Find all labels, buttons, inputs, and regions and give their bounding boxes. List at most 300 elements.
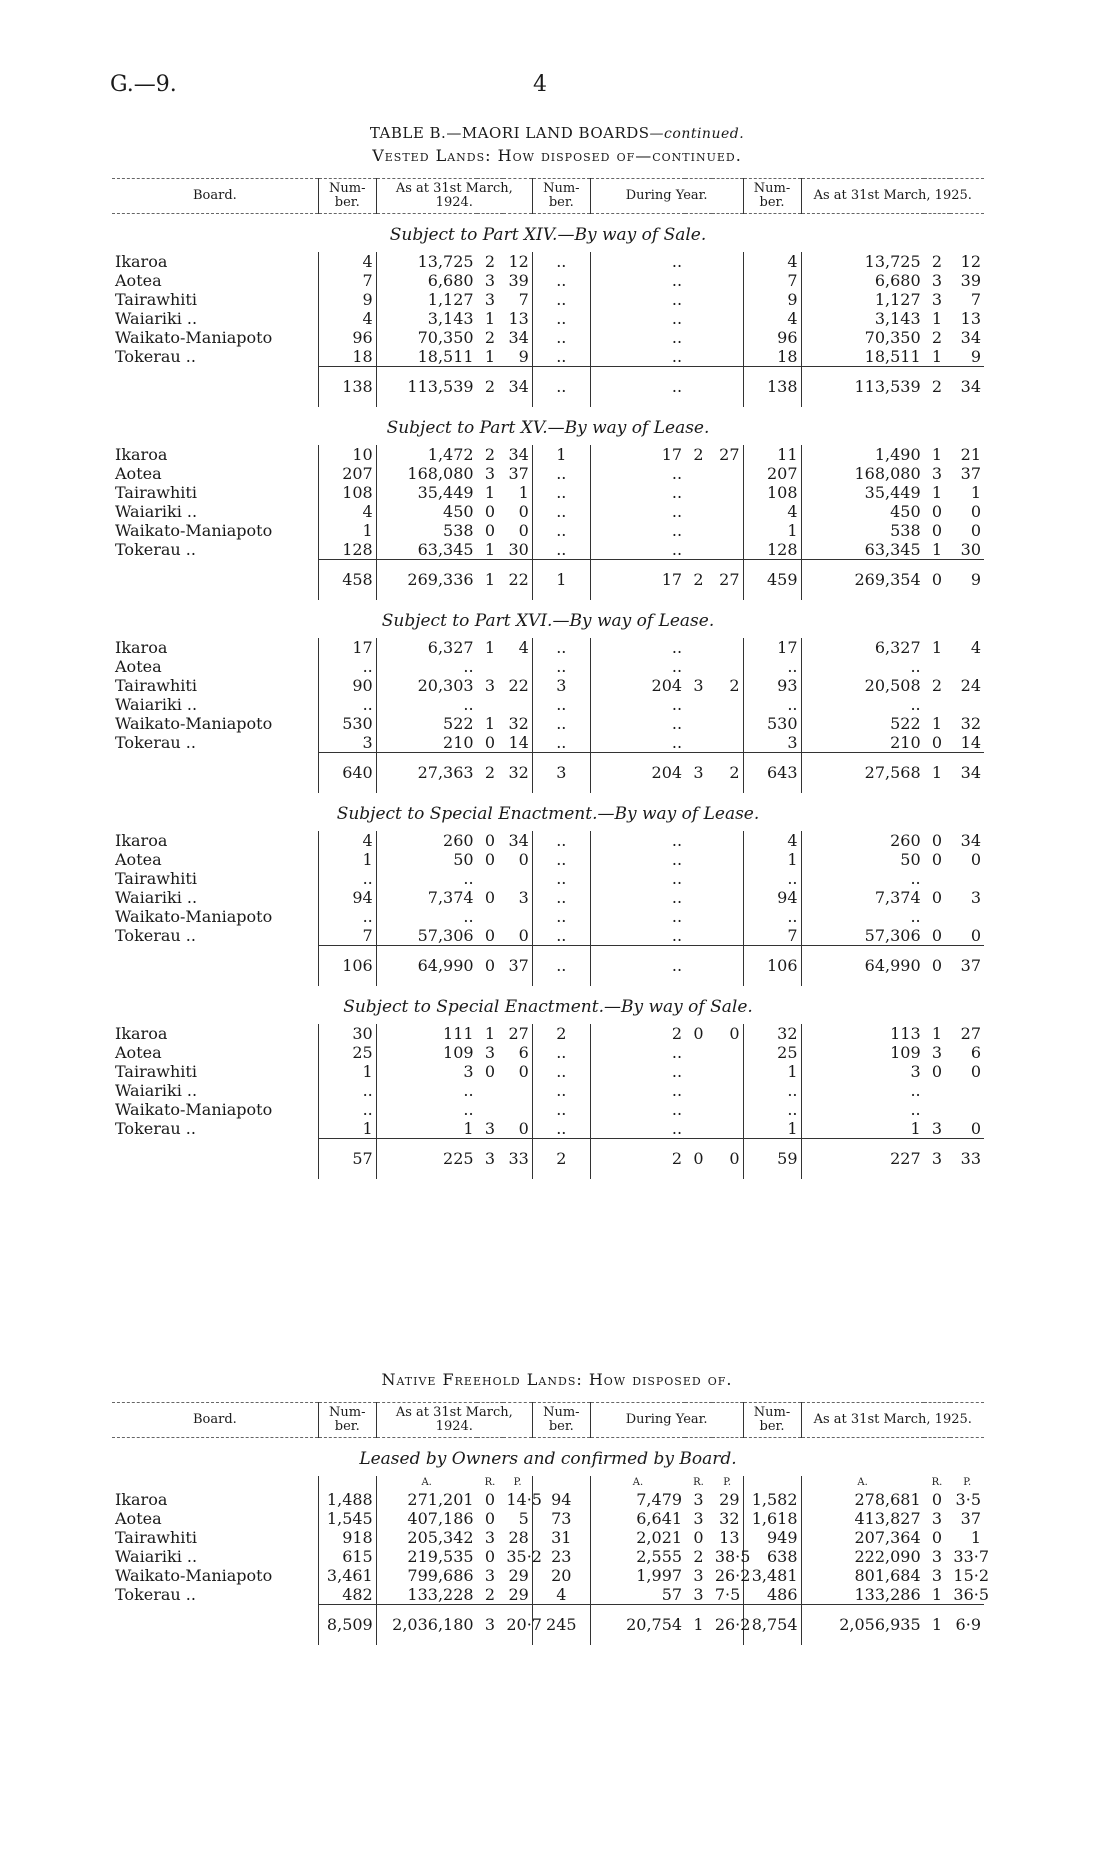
roods-1924: 0 [484, 521, 496, 540]
perches-1925: 12 [960, 252, 981, 271]
number-1925: 1 [743, 1119, 801, 1139]
acres-1924: 13,725 [376, 252, 476, 271]
number-1924: 4 [318, 309, 376, 328]
number-1924: 128 [318, 540, 376, 560]
perches-1925: 34 [960, 831, 981, 850]
number-1924: 482 [318, 1585, 376, 1605]
table-row [112, 464, 984, 483]
acres-during: .. [590, 1119, 685, 1139]
perches-during: 0 [729, 1024, 740, 1043]
perches-1924: 34 [508, 445, 529, 464]
roods-1924: 0 [484, 850, 496, 869]
number-1925: 643 [743, 753, 801, 794]
acres-1925: 207,364 [801, 1528, 924, 1547]
board-name: Aotea [115, 850, 162, 869]
roods-during [685, 347, 712, 367]
roods-1925 [924, 907, 951, 926]
perches-during [712, 831, 743, 850]
roods-1924: 3 [484, 290, 496, 309]
col-board: Board. [112, 179, 318, 214]
table-row [112, 831, 984, 850]
acres-1924: 225 [376, 1139, 476, 1180]
perches-during [712, 309, 743, 328]
section-heading: Subject to Special Enactment.—By way of Lease. [336, 804, 760, 824]
perches-during [712, 1081, 743, 1100]
acres-during: .. [590, 714, 685, 733]
board-name: Waiariki .. [115, 1081, 198, 1100]
roods-1924: 2 [484, 445, 496, 464]
board-name: Waikato-Maniapoto [115, 1100, 273, 1119]
board-name: Tokerau .. [115, 347, 196, 367]
roods-1925 [924, 695, 951, 714]
perches-1924: 34 [508, 831, 529, 850]
perches-1924: 14·5 [506, 1490, 542, 1509]
board-name: Waikato-Maniapoto [115, 907, 273, 926]
number-during: .. [532, 464, 590, 483]
acres-during: 1,997 [590, 1566, 685, 1585]
page-number: 4 [533, 72, 547, 97]
perches-during [712, 367, 743, 408]
board-name: Tairawhiti [115, 1062, 197, 1081]
acres-during: .. [590, 271, 685, 290]
number-1924: 10 [318, 445, 376, 464]
perches-1925: 0 [970, 850, 981, 869]
perches-1925: 27 [960, 1024, 981, 1043]
roods-during [685, 850, 712, 869]
acres-1925: 3,143 [801, 309, 924, 328]
number-1925: .. [743, 695, 801, 714]
table-title [0, 124, 1114, 142]
perches-1925: 37 [960, 1509, 981, 1528]
perches-during [712, 926, 743, 946]
roods-1925 [924, 1100, 951, 1119]
roods-1924: 3 [484, 676, 496, 695]
number-1925: 1,618 [743, 1509, 801, 1528]
roods-1925 [924, 1081, 951, 1100]
roods-during [685, 1100, 712, 1119]
number-1924: .. [318, 695, 376, 714]
roods-during: 0 [693, 1024, 704, 1043]
acres-1924: 450 [376, 502, 476, 521]
number-during: .. [532, 657, 590, 676]
roods-1924: 1 [484, 638, 496, 657]
perches-during: 29 [719, 1490, 740, 1509]
roods-during [685, 638, 712, 657]
perches-1925: 6 [970, 1043, 981, 1062]
acres-1924: 57,306 [376, 926, 476, 946]
roods-during [685, 540, 712, 560]
acres-1924: 109 [376, 1043, 476, 1062]
perches-1925: 0 [970, 926, 981, 945]
perches-1924: 22 [503, 560, 532, 601]
col-number-during: Num-ber. [532, 179, 590, 214]
col-asat-1924: As at 31st March, 1924. [376, 1403, 532, 1438]
board-name: Ikaroa [115, 638, 168, 657]
perches-during [712, 657, 743, 676]
perches-1924: 0 [518, 1119, 529, 1138]
perches-1925: 3 [970, 888, 981, 907]
roods-1924: 0 [484, 1509, 496, 1528]
roods-1924 [477, 869, 504, 888]
number-1924: 640 [318, 753, 376, 794]
roods-1924: 1 [484, 347, 496, 366]
number-1925: 1 [743, 1062, 801, 1081]
roods-during [685, 271, 712, 290]
acres-during: 17 [590, 560, 685, 601]
unit-blank [318, 1476, 376, 1490]
acres-1924: .. [376, 1081, 476, 1100]
number-1924: 3,461 [318, 1566, 376, 1585]
number-1924: 4 [318, 502, 376, 521]
perches-1924: 34 [503, 367, 532, 408]
number-during: .. [532, 638, 590, 657]
col-asat-1924: As at 31st March, 1924. [376, 179, 532, 214]
total-row [112, 946, 984, 987]
perches-1924: 0 [518, 502, 529, 521]
roods-1925: 0 [931, 850, 943, 869]
number-1924: 94 [318, 888, 376, 907]
roods-during [685, 714, 712, 733]
number-1924: 207 [318, 464, 376, 483]
perches-during [712, 1100, 743, 1119]
col-board: Board. [112, 1403, 318, 1438]
acres-1925: .. [801, 869, 924, 888]
roods-during [685, 1062, 712, 1081]
roods-1925: 1 [931, 347, 943, 366]
number-during: 3 [532, 753, 590, 794]
number-1925: 4 [743, 831, 801, 850]
col-asat-1925: As at 31st March, 1925. [801, 179, 984, 214]
perches-1925: 34 [950, 753, 984, 794]
section-heading: Subject to Part XVI.—By way of Lease. [381, 611, 715, 631]
perches-during: 27 [719, 445, 740, 464]
perches-during: 7·5 [714, 1585, 741, 1604]
roods-1924: 1 [484, 309, 496, 328]
perches-1924: 0 [518, 850, 529, 869]
acres-1925: 227 [801, 1139, 924, 1180]
number-during: .. [532, 521, 590, 540]
number-1925: 207 [743, 464, 801, 483]
unit-label: R. [931, 1477, 943, 1488]
perches-1924: 0 [518, 926, 529, 945]
col-asat-1925: As at 31st March, 1925. [801, 1403, 984, 1438]
number-1924: 1 [318, 1119, 376, 1139]
roods-1924: 3 [484, 271, 496, 290]
acres-1924: .. [376, 695, 476, 714]
number-1925: .. [743, 657, 801, 676]
number-during: .. [532, 1081, 590, 1100]
perches-during [712, 907, 743, 926]
number-1925: 8,754 [743, 1605, 801, 1646]
freehold-lands-table [112, 1402, 990, 1645]
perches-during: 13 [719, 1528, 740, 1547]
roods-1924 [477, 657, 504, 676]
board-name: Aotea [115, 271, 162, 290]
perches-during: 32 [719, 1509, 740, 1528]
number-during: .. [532, 831, 590, 850]
acres-1925: .. [801, 1081, 924, 1100]
perches-1925: 1 [970, 1528, 981, 1547]
roods-1924: 2 [477, 367, 504, 408]
roods-1924: 3 [477, 1605, 504, 1646]
number-1924: 458 [318, 560, 376, 601]
number-1924: .. [318, 907, 376, 926]
table-row [112, 907, 984, 926]
perches-during [712, 464, 743, 483]
perches-1924: 9 [518, 347, 529, 366]
perches-1925: 3·5 [955, 1490, 981, 1509]
table-row [112, 850, 984, 869]
number-1924: 90 [318, 676, 376, 695]
table-row [112, 869, 984, 888]
acres-during: 7,479 [590, 1490, 685, 1509]
unit-label: R. [693, 1477, 704, 1488]
total-label-blank [112, 1605, 318, 1646]
acres-1925: 57,306 [801, 926, 924, 946]
acres-during: .. [590, 831, 685, 850]
roods-1924: 1 [484, 540, 496, 559]
perches-1925: 37 [950, 946, 984, 987]
acres-1925: 1,127 [801, 290, 924, 309]
perches-1925: 21 [960, 445, 981, 464]
number-1924: 4 [318, 831, 376, 850]
table-row [112, 638, 984, 657]
perches-1924: 4 [518, 638, 529, 657]
acres-1924: 3,143 [376, 309, 476, 328]
perches-during [712, 271, 743, 290]
roods-1925: 1 [924, 753, 951, 794]
section-heading: Leased by Owners and confirmed by Board. [359, 1449, 737, 1469]
perches-1924 [503, 657, 532, 676]
number-1925: 3 [743, 733, 801, 753]
number-during: .. [532, 271, 590, 290]
table-row [112, 290, 984, 309]
table-row [112, 1119, 984, 1139]
number-1924: 138 [318, 367, 376, 408]
number-during: .. [532, 850, 590, 869]
total-row [112, 1605, 984, 1646]
roods-1925: 2 [931, 252, 943, 271]
unit-label: A. [590, 1476, 685, 1490]
roods-1925: 3 [931, 271, 943, 290]
roods-during [685, 926, 712, 946]
acres-1924: 70,350 [376, 328, 476, 347]
board-name: Aotea [115, 1509, 162, 1528]
total-row [112, 560, 984, 601]
number-during: .. [532, 907, 590, 926]
number-1925: .. [743, 869, 801, 888]
acres-1924: 271,201 [376, 1490, 476, 1509]
perches-1924: 0 [518, 1062, 529, 1081]
roods-1925: 3 [931, 290, 943, 309]
perches-during: 2 [712, 753, 743, 794]
perches-1925: 30 [960, 540, 981, 559]
number-1924: 7 [318, 926, 376, 946]
number-1925: 108 [743, 483, 801, 502]
roods-during: 2 [685, 560, 712, 601]
roods-1924 [477, 907, 504, 926]
unit-label: R. [484, 1477, 496, 1488]
number-1924: .. [318, 1081, 376, 1100]
roods-1924: 0 [484, 831, 496, 850]
table-row [112, 445, 984, 464]
number-during: 1 [532, 445, 590, 464]
acres-during: .. [590, 695, 685, 714]
acres-during: .. [590, 464, 685, 483]
roods-1925: 1 [931, 540, 943, 559]
acres-1924: 111 [376, 1024, 476, 1043]
perches-1925 [950, 695, 984, 714]
board-name: Aotea [115, 657, 162, 676]
perches-1924: 27 [508, 1024, 529, 1043]
acres-1925: .. [801, 695, 924, 714]
number-during: 73 [532, 1509, 590, 1528]
number-1924: 530 [318, 714, 376, 733]
perches-during [712, 1062, 743, 1081]
perches-during: 27 [712, 560, 743, 601]
roods-during: 3 [693, 1566, 704, 1585]
roods-1925: 0 [924, 946, 951, 987]
number-1925: .. [743, 1100, 801, 1119]
perches-1925 [950, 1081, 984, 1100]
number-during: .. [532, 328, 590, 347]
perches-1925: 6·9 [950, 1605, 984, 1646]
number-1924: 3 [318, 733, 376, 753]
perches-1924 [503, 1100, 532, 1119]
roods-1924 [477, 695, 504, 714]
roods-1924 [477, 1100, 504, 1119]
perches-during [712, 1043, 743, 1062]
perches-during [712, 1119, 743, 1139]
col-during-year: During Year. [590, 179, 743, 214]
acres-during: .. [590, 367, 685, 408]
number-1925: 11 [743, 445, 801, 464]
roods-during: 3 [693, 676, 704, 695]
perches-1924: 7 [518, 290, 529, 309]
section-heading: Subject to Part XIV.—By way of Sale. [389, 225, 707, 245]
number-during: .. [532, 714, 590, 733]
number-1924: 1,545 [318, 1509, 376, 1528]
roods-1924: 1 [484, 1024, 496, 1043]
perches-1925: 15·2 [953, 1566, 990, 1585]
acres-during: .. [590, 290, 685, 309]
roods-during [685, 1119, 712, 1139]
number-1925: 949 [743, 1528, 801, 1547]
perches-during [712, 483, 743, 502]
board-name: Ikaroa [115, 1490, 168, 1509]
unit-blank [532, 1476, 590, 1490]
number-during: .. [532, 888, 590, 907]
perches-1925: 1 [970, 483, 981, 502]
number-1925: 4 [743, 309, 801, 328]
total-label-blank [112, 1139, 318, 1180]
number-1925: 138 [743, 367, 801, 408]
acres-1925: 7,374 [801, 888, 924, 907]
number-1924: 25 [318, 1043, 376, 1062]
perches-1925 [950, 1100, 984, 1119]
number-1924: 30 [318, 1024, 376, 1043]
number-1924: 1,488 [318, 1490, 376, 1509]
number-1925: 638 [743, 1547, 801, 1566]
roods-1924: 0 [484, 1547, 496, 1566]
perches-1924: 3 [518, 888, 529, 907]
number-1924: .. [318, 869, 376, 888]
acres-1925: 210 [801, 733, 924, 753]
roods-during: 2 [693, 1547, 704, 1566]
acres-1924: 27,363 [376, 753, 476, 794]
roods-1925: 1 [931, 309, 943, 328]
perches-1925: 7 [970, 290, 981, 309]
acres-1925: 70,350 [801, 328, 924, 347]
roods-1925: 1 [931, 1585, 943, 1604]
board-name: Waiariki .. [115, 888, 198, 907]
table-row [112, 888, 984, 907]
roods-1925: 0 [931, 1528, 943, 1547]
roods-during [685, 1043, 712, 1062]
col-during-year: During Year. [590, 1403, 743, 1438]
roods-1925: 0 [931, 888, 943, 907]
acres-1925: 1 [801, 1119, 924, 1139]
number-1924: 615 [318, 1547, 376, 1566]
number-1925: 93 [743, 676, 801, 695]
perches-1925: 24 [960, 676, 981, 695]
col-number-1925: Num-ber. [743, 179, 801, 214]
col-number-during: Num-ber. [532, 1403, 590, 1438]
perches-1924: 12 [508, 252, 529, 271]
perches-1925 [950, 869, 984, 888]
roods-during [685, 502, 712, 521]
number-1925: 17 [743, 638, 801, 657]
perches-1924: 6 [518, 1043, 529, 1062]
roods-1924: 2 [484, 1585, 496, 1604]
perches-1924: 35·2 [506, 1547, 542, 1566]
number-1924: 1 [318, 1062, 376, 1081]
acres-during: 204 [590, 676, 685, 695]
acres-during: 2 [590, 1139, 685, 1180]
acres-1924: 50 [376, 850, 476, 869]
acres-during: .. [590, 1081, 685, 1100]
perches-1924: 32 [503, 753, 532, 794]
roods-1925: 0 [924, 560, 951, 601]
board-name: Tairawhiti [115, 1528, 197, 1547]
acres-1924: 269,336 [376, 560, 476, 601]
acres-1924: 113,539 [376, 367, 476, 408]
table-row [112, 695, 984, 714]
roods-1924: 0 [484, 1490, 496, 1509]
acres-1924: .. [376, 907, 476, 926]
table-row [112, 657, 984, 676]
table-row [112, 347, 984, 367]
number-during: .. [532, 1119, 590, 1139]
acres-during: .. [590, 521, 685, 540]
perches-1925: 37 [960, 464, 981, 483]
perches-during [712, 946, 743, 987]
acres-during: .. [590, 869, 685, 888]
perches-1925: 4 [970, 638, 981, 657]
acres-1924: .. [376, 869, 476, 888]
acres-during: .. [590, 888, 685, 907]
perches-1924 [503, 1081, 532, 1100]
acres-1924: 168,080 [376, 464, 476, 483]
board-name: Waiariki .. [115, 695, 198, 714]
roods-1925: 0 [931, 831, 943, 850]
number-1925: 4 [743, 252, 801, 271]
perches-1925 [950, 907, 984, 926]
document-reference: G.—9. [110, 72, 177, 97]
perches-1925: 0 [970, 521, 981, 540]
number-1925: 9 [743, 290, 801, 309]
number-1924: 17 [318, 638, 376, 657]
